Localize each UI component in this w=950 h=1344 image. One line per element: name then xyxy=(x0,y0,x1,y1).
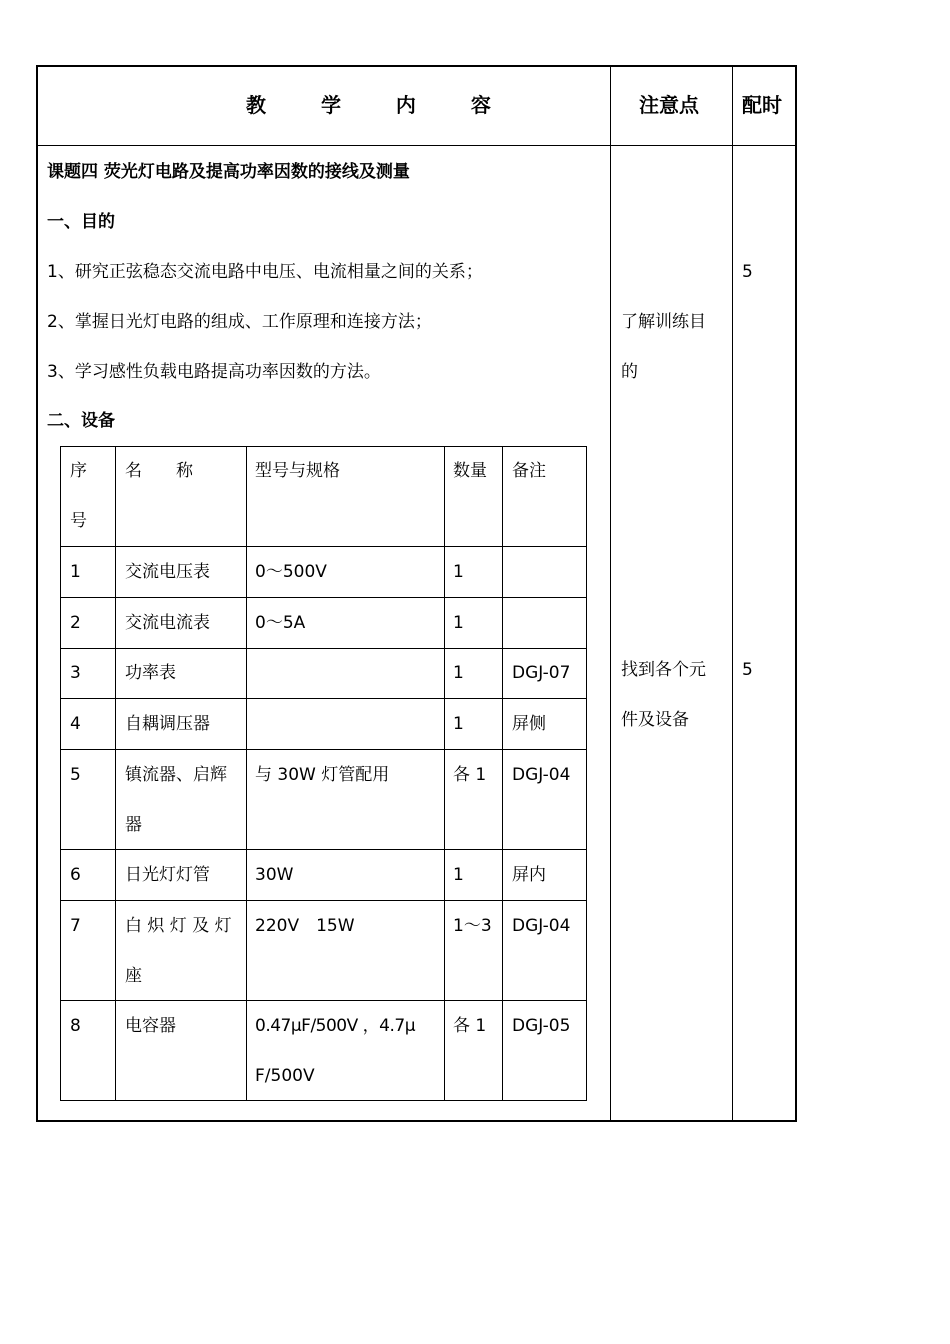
eq-header-qty: 数量 xyxy=(453,461,487,481)
border-bottom xyxy=(36,1120,797,1122)
lesson-title: 课题四 荧光灯电路及提高功率因数的接线及测量 xyxy=(47,162,410,182)
eq-cell-no: 8 xyxy=(70,1016,81,1036)
eq-cell-qty: 1 xyxy=(453,663,464,683)
border-right xyxy=(795,65,797,1122)
border-left xyxy=(36,65,38,1122)
eq-cell-note: 屏内 xyxy=(512,865,546,885)
eq-cell-no: 5 xyxy=(70,765,81,785)
eq-header-spec: 型号与规格 xyxy=(255,461,340,481)
eq-border-bottom xyxy=(60,1100,587,1101)
eq-cell-name: 自耦调压器 xyxy=(125,714,210,734)
section-equipment-title: 二、设备 xyxy=(47,411,115,431)
eq-cell-spec: 0.47μF/500V ，4.7μ xyxy=(255,1016,416,1036)
eq-cell-note: DGJ-04 xyxy=(512,916,571,936)
eq-cell-spec: 220V 15W xyxy=(255,916,355,936)
eq-col-divider xyxy=(246,446,247,1101)
objective-item: 2、掌握日光灯电路的组成、工作原理和连接方法； xyxy=(47,312,432,332)
time-value: 5 xyxy=(742,660,753,680)
time-value: 5 xyxy=(742,262,753,282)
eq-cell-qty: 各 1 xyxy=(453,765,487,785)
section-purpose-title: 一、目的 xyxy=(47,212,115,232)
eq-cell-no: 4 xyxy=(70,714,81,734)
eq-cell-no: 1 xyxy=(70,562,81,582)
divider-notes xyxy=(610,65,611,1122)
border-header-bottom xyxy=(36,145,797,146)
eq-border-right xyxy=(586,446,587,1101)
eq-cell-no: 2 xyxy=(70,613,81,633)
divider-time xyxy=(732,65,733,1122)
eq-header-name: 名 称 xyxy=(125,461,193,481)
eq-cell-name: 日光灯灯管 xyxy=(125,865,210,885)
eq-cell-note: DGJ-05 xyxy=(512,1016,571,1036)
eq-cell-qty: 1～3 xyxy=(453,916,492,936)
eq-cell-qty: 1 xyxy=(453,613,464,633)
time-column-header: 配时 xyxy=(742,93,782,117)
eq-cell-qty: 1 xyxy=(453,865,464,885)
eq-col-divider xyxy=(115,446,116,1101)
eq-cell-spec: 30W xyxy=(255,865,294,885)
eq-cell-spec: 与 30W 灯管配用 xyxy=(255,765,390,785)
eq-cell-name-cont: 座 xyxy=(125,966,142,986)
note-purpose-cont: 的 xyxy=(621,362,638,382)
content-column-header: 教 学 内 容 xyxy=(246,93,515,117)
eq-cell-qty: 1 xyxy=(453,562,464,582)
eq-cell-note: DGJ-04 xyxy=(512,765,571,785)
eq-cell-spec-cont: F/500V xyxy=(255,1066,315,1086)
eq-cell-name-cont: 器 xyxy=(125,815,142,835)
objective-item: 3、学习感性负载电路提高功率因数的方法。 xyxy=(47,362,381,382)
eq-header-no-cont: 号 xyxy=(70,511,87,531)
eq-cell-qty: 1 xyxy=(453,714,464,734)
eq-header-note: 备注 xyxy=(512,461,546,481)
eq-cell-no: 6 xyxy=(70,865,81,885)
eq-cell-name: 功率表 xyxy=(125,663,176,683)
eq-cell-spec: 0～500V xyxy=(255,562,327,582)
eq-cell-qty: 各 1 xyxy=(453,1016,487,1036)
objective-item: 1、研究正弦稳态交流电路中电压、电流相量之间的关系； xyxy=(47,262,483,282)
note-equipment-cont: 件及设备 xyxy=(621,710,689,730)
eq-col-divider xyxy=(502,446,503,1101)
note-equipment: 找到各个元 xyxy=(621,660,706,680)
eq-header-no: 序 xyxy=(70,461,87,481)
notes-column-header: 注意点 xyxy=(639,93,699,117)
eq-border-left xyxy=(60,446,61,1101)
eq-cell-note: DGJ-07 xyxy=(512,663,571,683)
eq-cell-no: 3 xyxy=(70,663,81,683)
eq-cell-name: 镇流器、启辉 xyxy=(125,765,227,785)
eq-cell-name: 交流电压表 xyxy=(125,562,210,582)
eq-cell-name: 交流电流表 xyxy=(125,613,210,633)
eq-cell-no: 7 xyxy=(70,916,81,936)
eq-cell-name: 电容器 xyxy=(125,1016,176,1036)
eq-col-divider xyxy=(444,446,445,1101)
eq-cell-spec: 0～5A xyxy=(255,613,306,633)
note-purpose: 了解训练目 xyxy=(621,312,706,332)
border-top xyxy=(36,65,797,67)
eq-cell-name: 白 炽 灯 及 灯 xyxy=(125,916,232,936)
eq-cell-note: 屏侧 xyxy=(512,714,546,734)
